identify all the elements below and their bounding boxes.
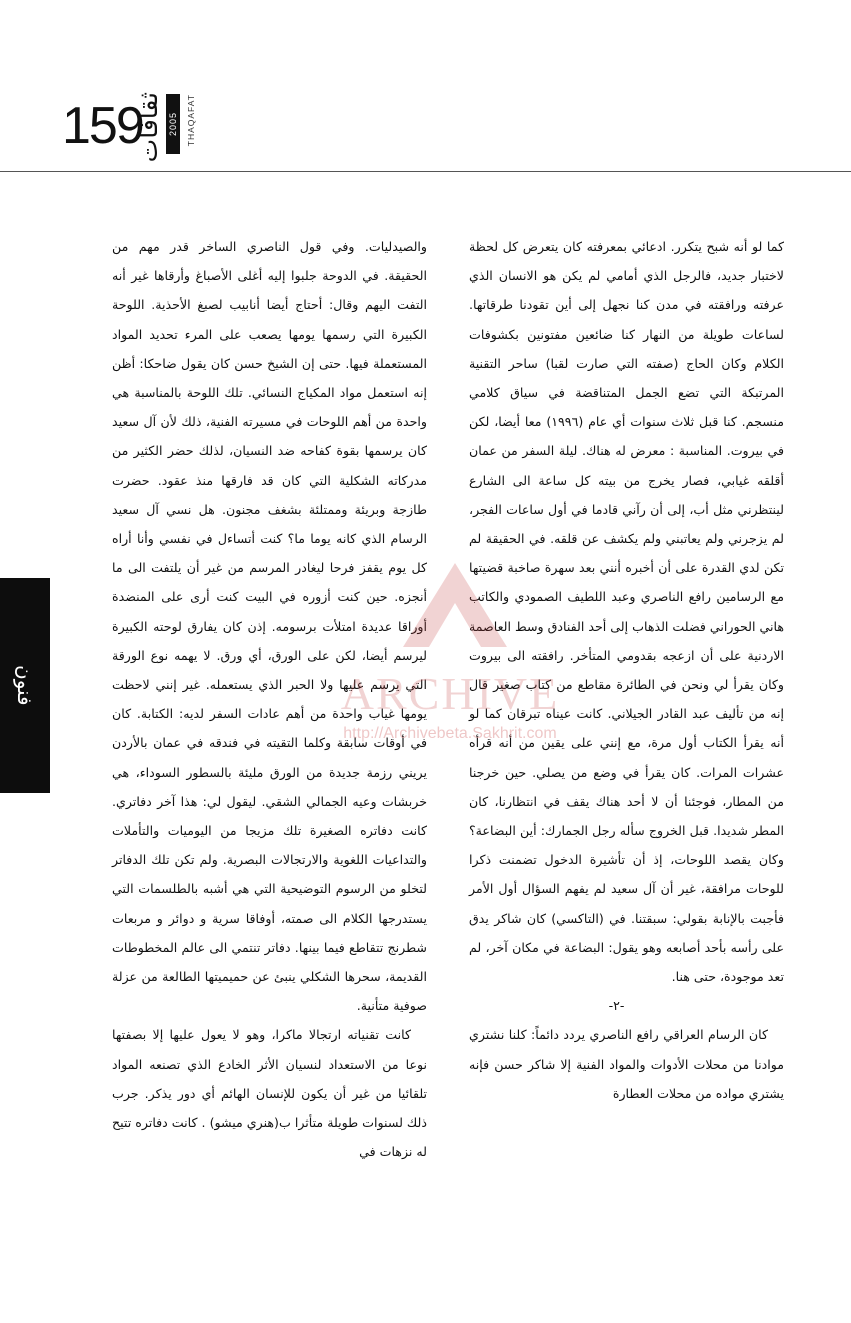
header-divider — [0, 171, 851, 172]
watermark-text: ARCHIVE — [340, 668, 560, 719]
magazine-name: ثقافات — [134, 91, 163, 163]
section-tab — [0, 578, 50, 793]
section-number: -٢- — [608, 998, 625, 1014]
paragraph: كانت تقنياته ارتجالا ماكرا، وهو لا يعول عليها إلا بصفتها نوعا من الاستعداد لنسيان الأثر الخادع الذي تصنعه المواد تلقائيا من غير أن يكون للإنسان الهائم أي دور يذكر. جرب ذلك لسنوات طويلة متأثرا ب(هنري ميشو) . كانت دفاتره تتيح له نزهات في — [112, 1027, 427, 1160]
paragraph: كان الرسام العراقي رافع الناصري يردد دائماً: كلنا نشتري موادنا من محلات الأدوات والمواد الفنية إلا شاكر حسن فإنه يشتري مواده من محلات العطارة — [469, 1027, 784, 1101]
magazine-latin-name — [185, 94, 197, 174]
year-badge — [166, 94, 180, 154]
paragraph: كما لو أنه شبح يتكرر. ادعائي بمعرفته كان يتعرض كل لحظة لاختبار جديد، فالرجل الذي أمامي لم يكن هو الانسان الذي عرفته ورافقته في مدن كنا نجهل إلى أين تقودنا طرقاتها. لساعات طويلة من النهار كنا ضائعين مفتونين بكشوفات الكلام وكان الحاج (صفته التي صارت لقبا) ساحر التقنية المرتبكة التي تضع الجمل المتناقضة في سياق كلامي منسجم. كنا قبل ثلاث سنوات أي عام (١٩٩٦) معا أيضا، لكن في بيروت. المناسبة : معرض له هناك. ليلة السفر من عمان أقلقه غيابي، فصار يخرج من بيته كل ساعة الى الشارع لينتظرني مثل أب، إلى أن رآني قادما في أول ساعات الفجر، لم يزجرني ولم يعاتبني ولم يكشف عن قلقه. في الحقيقة لم تكن لدي القدرة على أن أخبره أنني بعد سهرة صاخبة قضيتها مع الرسامين رافع الناصري وعبد اللطيف الصمودي والكاتب هاني الحوراني فضلت الذهاب إلى أحد الفنادق وسط العاصمة الاردنية على أن ازعجه بقدومي المتأخر. رافقته الى بيروت وكان يقرأ لي ونحن في الطائرة مقاطع من كتاب صغير قال إنه من تأليف عبد القادر الجيلاني. كانت عيناه تبرقان كما لو أنه يقرأ الكتاب أول مرة، مع إنني على يقين من أنه قرأه عشرات المرات. كان يقرأ في وضع من يصلي. حين خرجنا من المطار، فوجئنا أن لا أحد هناك يقف في انتظارنا، كان المطر شديدا. قبل الخروج سأله رجل الجمارك: أين البضاعة؟ وكان يقصد اللوحات، إذ أن تأشيرة الدخول تضمنت ذكرا للوحات مرافقة، غير أن آل سعيد لم يفهم السؤال أول الأمر فأجبت بالإنابة بقولي: سبقتنا. في (التاكسي) كان شاكر يدق على رأسه بأحد أصابعه وهو يقول: البضاعة في مكان آخر، لم تعد موجودة، حتى هنا. — [469, 239, 784, 985]
right-column — [469, 232, 784, 1222]
magazine-latin-text: THAQAFAT — [186, 94, 196, 147]
year-text: 2005 — [168, 111, 178, 137]
left-column — [112, 232, 427, 1222]
paragraph: والصيدليات. وفي قول الناصري الساخر قدر مهم من الحقيقة. في الدوحة جلبوا إليه أغلى الأصباغ وأرقاها غير أنه التفت اليهم وقال: أحتاج أيضا أنابيب لصبغ الأحذية. اللوحة الكبيرة التي رسمها يومها يصعب على المرء تحديد المواد المستعملة فيها. حتى إن الشيخ حسن كان يقول ضاحكا: أظن إنه استعمل مواد المكياج النسائي. تلك اللوحة بالمناسبة هي واحدة من أهم اللوحات في مسيرته الفنية، ذلك لأن آل سعيد كان يرسمها بقوة كفاحه ضد النسيان، لذلك حضر الكثير من مدركاته الشكلية التي كان قد فارقها منذ عقود. حضرت طازجة وبريئة وممتلئة بشغف مجنون. هل نسي آل سعيد الرسام الذي كانه يوما ما؟ كنت أتساءل في نفسي وأنا أراه كل يوم يقفز فرحا ليغادر المرسم من غير أن يلتفت الى ما أنجزه. حين كنت أزوره في البيت كنت أرى على المنضدة أوراقا عديدة امتلأت برسومه. إذن كان يفارق لوحته الكبيرة ليرسم أيضا، لكن على الورق، أي ورق. لا يهمه نوع الورقة التي يرسم عليها ولا الحبر الذي يستعمله. غير إنني لاحظت يومها غياب واحدة من أهم عادات السفر لديه: الكتابة. كان في أوقات سابقة وكلما التقيته في فندقه في عمان بالأردن يريني رزمة جديدة من الورق مليئة بالسطور السوداء، هي خربشات وعيه الجمالي الشقي. ليقول لي: هذا آخر دفاتري. كانت دفاتره الصغيرة تلك مزيجا من اليوميات والتأملات والتداعيات اللغوية والارتجالات البصرية. ولم تكن تلك الدفاتر لتخلو من الرسوم التوضيحية التي هي أشبه بالطلسمات التي يستدرجها الكلام الى صمته، أوفاقا سرية و دوائر و مربعات شطرنج تتقاطع فيما بينها. دفاتر تنتمي الى عالم المخطوطات القديمة، سحرها الشكلي ينبئ عن حميميتها الطالعة من عزلة صوفية متأنية. — [112, 239, 427, 1014]
section-tab-label: فنون — [13, 665, 37, 706]
magazine-logo — [134, 92, 164, 162]
page-header — [0, 0, 851, 172]
watermark-url: http://Archivebeta.Sakhrit.com — [343, 725, 557, 742]
page-number: 159 — [62, 97, 143, 155]
